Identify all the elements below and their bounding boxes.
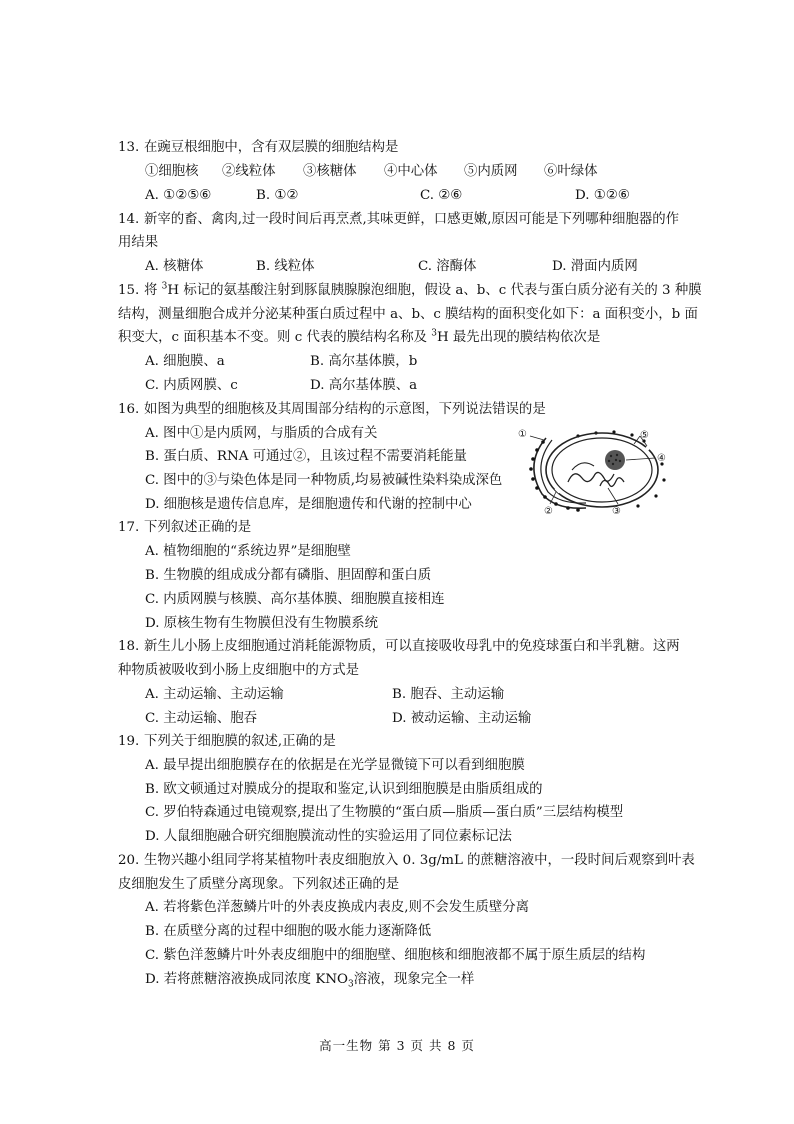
q16-option-b: B. 蛋白质、RNA 可通过②，且该过程不需要消耗能量 [145, 449, 467, 464]
q16-option-c: C. 图中的③与染色体是同一种物质,均易被碱性染料染成深色 [145, 473, 503, 488]
question-20-stem-line2: 皮细胞发生了质壁分离现象。下列叙述正确的是 [118, 877, 400, 892]
question-17-stem: 17. 下列叙述正确的是 [118, 520, 252, 535]
q14-option-c: C. 溶酶体 [418, 259, 477, 274]
q16-option-a: A. 图中①是内质网，与脂质的合成有关 [145, 426, 378, 441]
q20-option-c: C. 紫色洋葱鳞片叶外表皮细胞中的细胞壁、细胞核和细胞液都不属于原生质层的结构 [145, 948, 646, 963]
q20-option-d: D. 若将蔗糖溶液换成同浓度 $KNO_3$溶液，现象完全一样 [145, 972, 475, 990]
nuclear-pores [556, 446, 650, 492]
q18-option-d: D. 被动运输、主动运输 [392, 711, 532, 726]
figure-label-3: ③ [612, 506, 621, 516]
q13-option-b: B. ①② [256, 188, 299, 203]
chromatin [568, 472, 614, 482]
q19-option-a: A. 最早提出细胞膜存在的依据是在光学显微镜下可以看到细胞膜 [145, 758, 525, 773]
q14-option-a: A. 核糖体 [145, 259, 204, 274]
figure-label-5: ⑤ [640, 430, 649, 441]
question-18-stem-line2: 种物质被吸收到小肠上皮细胞中的方式是 [118, 663, 360, 678]
nucleus-diagram [516, 424, 682, 516]
q15-option-a: A. 细胞膜、a [145, 354, 225, 369]
question-15-stem-line3: 积变大，c 面积基本不变。则 c 代表的膜结构名称及 $^3$H 最先出现的膜结构依次是 [118, 328, 601, 345]
q20-option-a: A. 若将紫色洋葱鳞片叶的外表皮换成内表皮,则不会发生质壁分离 [145, 900, 529, 915]
figure-label-4: ④ [657, 453, 666, 464]
q15-option-b: B. 高尔基体膜，b [310, 354, 418, 369]
figure-label-1: ① [518, 429, 527, 440]
figure-label-2: ② [544, 506, 553, 516]
q14-option-d: D. 滑面内质网 [552, 259, 638, 274]
q13-item-1: ①细胞核 [145, 164, 199, 179]
q14-option-b: B. 线粒体 [256, 259, 315, 274]
q19-option-c: C. 罗伯特森通过电镜观察,提出了生物膜的“蛋白质—脂质—蛋白质”三层结构模型 [145, 805, 624, 820]
q13-item-3: ③核糖体 [303, 164, 357, 179]
nuclear-envelope-inner [552, 438, 652, 502]
q17-option-b: B. 生物膜的组成成分都有磷脂、胆固醇和蛋白质 [145, 568, 432, 583]
question-13-stem: 13. 在豌豆根细胞中，含有双层膜的细胞结构是 [118, 140, 399, 155]
chromatin-2 [600, 478, 624, 487]
q13-option-c: C. ②⑥ [420, 188, 463, 203]
q17-option-d: D. 原核生物有生物膜但没有生物膜系统 [145, 616, 379, 631]
q13-option-d: D. ①②⑥ [575, 188, 630, 203]
question-18-stem: 18. 新生儿小肠上皮细胞通过消耗能源物质，可以直接吸收母乳中的免疫球蛋白和半乳糖。这两 [118, 639, 680, 654]
question-20-stem: 20. 生物兴趣小组同学将某植物叶表皮细胞放入 0. 3g/mL 的蔗糖溶液中，一段时间后观察到叶表 [118, 853, 695, 868]
nuclear-envelope-outer [546, 433, 658, 507]
question-14-stem-line2: 用结果 [118, 235, 159, 250]
question-19-stem: 19. 下列关于细胞膜的叙述,正确的是 [118, 734, 336, 749]
q20-option-b: B. 在质壁分离的过程中细胞的吸水能力逐渐降低 [145, 924, 432, 939]
q19-option-d: D. 人鼠细胞融合研究细胞膜流动性的实验运用了同位素标记法 [145, 829, 512, 844]
q17-option-c: C. 内质网膜与核膜、高尔基体膜、细胞膜直接相连 [145, 592, 445, 607]
chromatin-3 [572, 463, 594, 470]
q16-option-d: D. 细胞核是遗传信息库，是细胞遗传和代谢的控制中心 [145, 497, 472, 512]
question-16-stem: 16. 如图为典型的细胞核及其周围部分结构的示意图，下列说法错误的是 [118, 402, 546, 417]
q13-item-5: ⑤内质网 [464, 164, 518, 179]
q18-option-b: B. 胞吞、主动运输 [392, 687, 505, 702]
question-15-stem: 15. 将 $^3$H 标记的氨基酸注射到豚鼠胰腺腺泡细胞，假设 a、b、c 代表与蛋白质分泌有关的 3 种膜 [118, 281, 702, 298]
q13-option-a: A. ①②⑤⑥ [145, 188, 212, 203]
q13-item-2: ②线粒体 [222, 164, 276, 179]
q18-option-a: A. 主动运输、主动运输 [145, 687, 284, 702]
page-footer: 高一生物 第 3 页 共 8 页 [319, 1038, 475, 1053]
q13-item-4: ④中心体 [384, 164, 438, 179]
q15-option-d: D. 高尔基体膜、a [310, 378, 418, 393]
q17-option-a: A. 植物细胞的“系统边界”是细胞壁 [145, 544, 351, 559]
q13-item-6: ⑥叶绿体 [544, 164, 598, 179]
q18-option-c: C. 主动运输、胞吞 [145, 711, 258, 726]
q19-option-b: B. 欧文顿通过对膜成分的提取和鉴定,认识到细胞膜是由脂质组成的 [145, 782, 543, 797]
question-15-stem-line2: 结构，测量细胞合成并分泌某种蛋白质过程中 a、b、c 膜结构的面积变化如下：a 面积变小，b 面 [118, 307, 698, 322]
q15-option-c: C. 内质网膜、c [145, 378, 238, 393]
question-14-stem: 14. 新宰的畜、禽肉,过一段时间后再烹煮,其味更鲜，口感更嫩,原因可能是下列哪种细胞器的作 [118, 212, 680, 227]
